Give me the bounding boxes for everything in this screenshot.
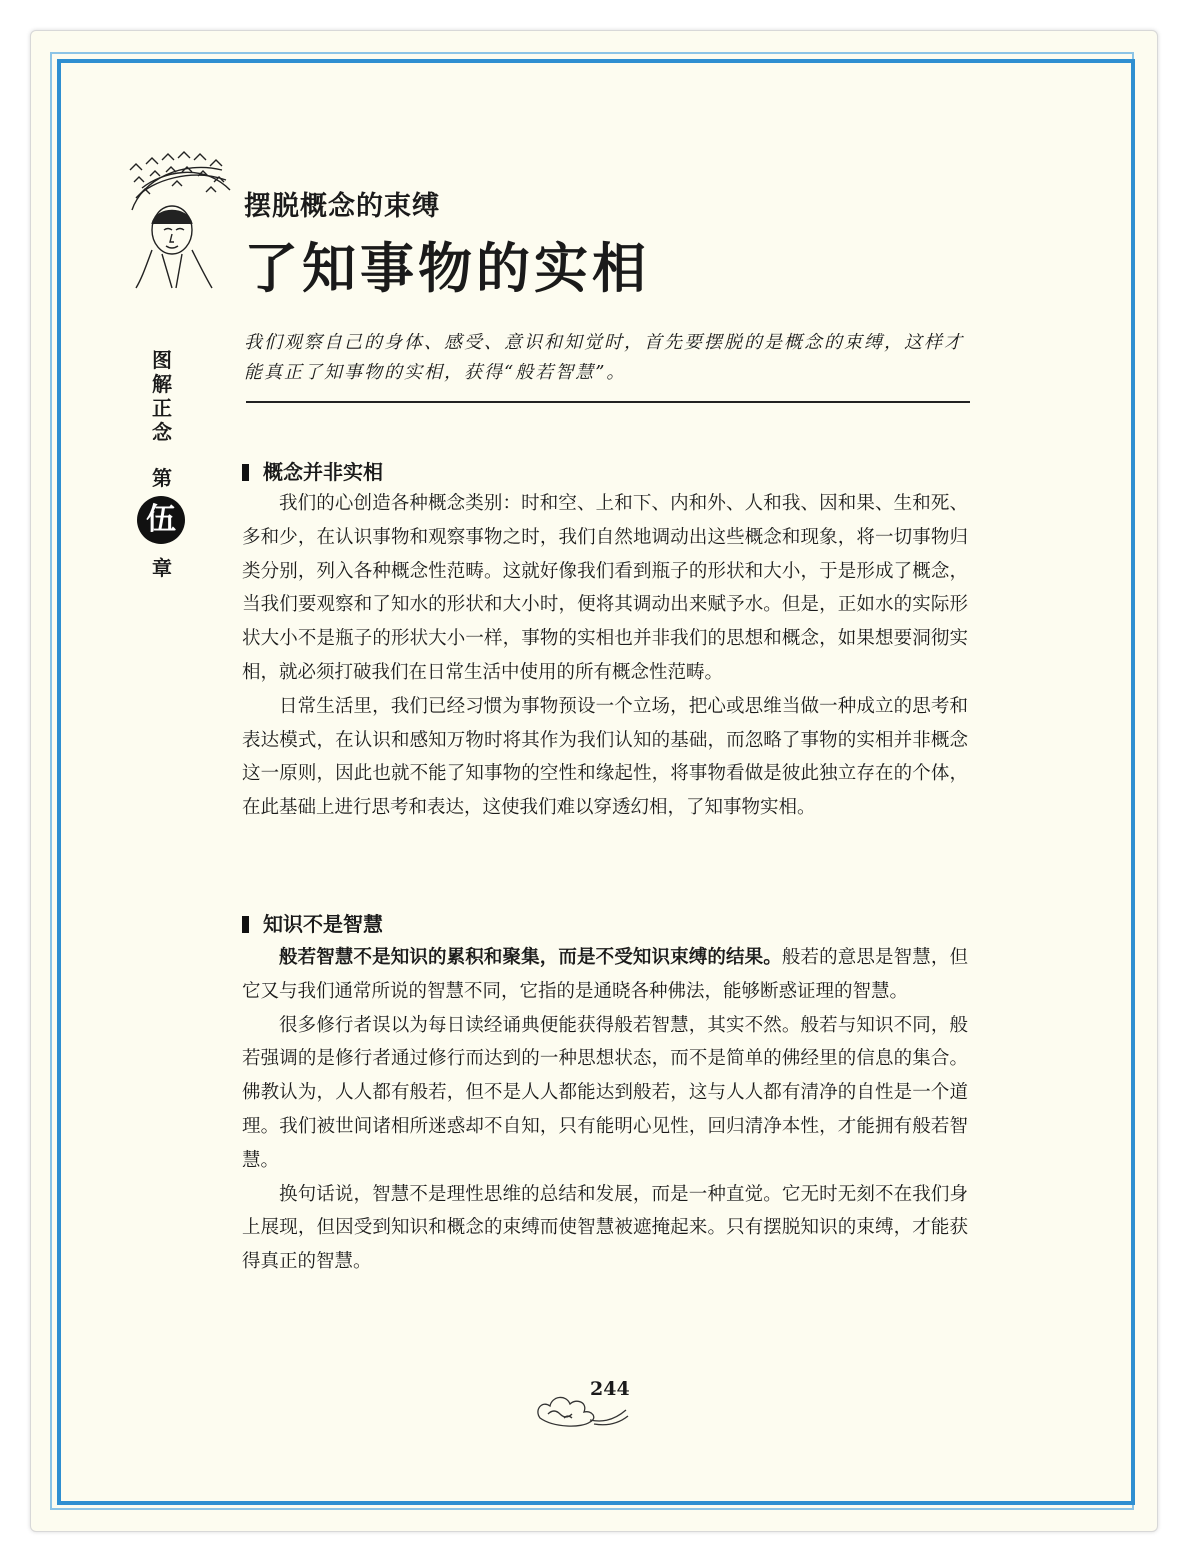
- section-heading-text: 知识不是智慧: [263, 912, 383, 936]
- book-title-vertical: [148, 348, 176, 444]
- section-heading-1: [242, 456, 383, 485]
- book-title-char: 图: [152, 348, 172, 372]
- paragraph: 很多修行者误以为每日读经诵典便能获得般若智慧，其实不然。般若与知识不同，般若强调的是修行者通过修行而达到的一种思想状态，而不是简单的佛经里的信息的集合。佛教认为，人人都有般若，但不是人人都能达到般若，这与人人都有清净的自性是一个道理。我们被世间诸相所迷惑却不自知，只有能明心见性，回归清净本性，才能拥有般若智慧。: [242, 1014, 968, 1171]
- heading-bullet: [242, 464, 249, 481]
- chapter-suffix: 章: [152, 556, 172, 580]
- paragraph: 换句话说，智慧不是理性思维的总结和发展，而是一种直觉。它无时无刻不在我们身上展现，但因受到知识和概念的束缚而使智慧被遮掩起来。只有摆脱知识的束缚，才能获得真正的智慧。: [242, 1183, 968, 1273]
- book-title-char: 念: [152, 420, 172, 444]
- paragraph: 我们的心创造各种概念类别：时和空、上和下、内和外、人和我、因和果、生和死、多和少，在认识事物和观察事物之时，我们自然地调动出这些概念和现象，将一切事物归类分别，列入各种概念性范畴。这就好像我们看到瓶子的形状和大小，于是形成了概念，当我们要观察和了知水的形状和大小时，便将其调动出来赋予水。但是，正如水的实际形状大小不是瓶子的形状大小一样，事物的实相也并非我们的思想和概念，如果想要洞彻实相，就必须打破我们在日常生活中使用的所有概念性范畴。: [242, 493, 968, 683]
- section-heading-2: [242, 908, 383, 937]
- book-title-char: 正: [152, 396, 172, 420]
- page-number: 244: [590, 1378, 630, 1400]
- section-body-2: [242, 941, 968, 1279]
- section-body-1: [242, 487, 968, 825]
- page-subtitle: 摆脱概念的束缚: [244, 191, 440, 222]
- bold-lead-sentence: 般若智慧不是知识的累积和聚集，而是不受知识束缚的结果。: [279, 947, 782, 968]
- intro-paragraph: 我们观察自己的身体、感受、意识和知觉时，首先要摆脱的是概念的束缚，这样才能真正了知事物的实相，获得“般若智慧”。: [244, 332, 964, 383]
- monk-illustration: [122, 150, 234, 290]
- section-heading-text: 概念并非实相: [263, 460, 383, 484]
- page-title: 了知事物的实相: [244, 236, 650, 300]
- divider: [246, 401, 970, 403]
- paragraph: [242, 941, 968, 1009]
- heading-bullet: [242, 916, 249, 933]
- lead-rest: 般若的意思是智慧，但它又与我们通常所说的智慧不同，它指的是通晓各种佛法，能够断惑证理的智慧。: [242, 947, 968, 1002]
- chapter-prefix: 第: [152, 466, 172, 490]
- chapter-number-badge: 伍: [137, 496, 185, 544]
- paragraph: 日常生活里，我们已经习惯为事物预设一个立场，把心或思维当做一种成立的思考和表达模式，在认识和感知万物时将其作为我们认知的基础，而忽略了事物的实相并非概念这一原则，因此也就不能了知事物的空性和缘起性，将事物看做是彼此独立存在的个体，在此基础上进行思考和表达，这使我们难以穿透幻相，了知事物实相。: [242, 695, 968, 819]
- book-title-char: 解: [152, 372, 172, 396]
